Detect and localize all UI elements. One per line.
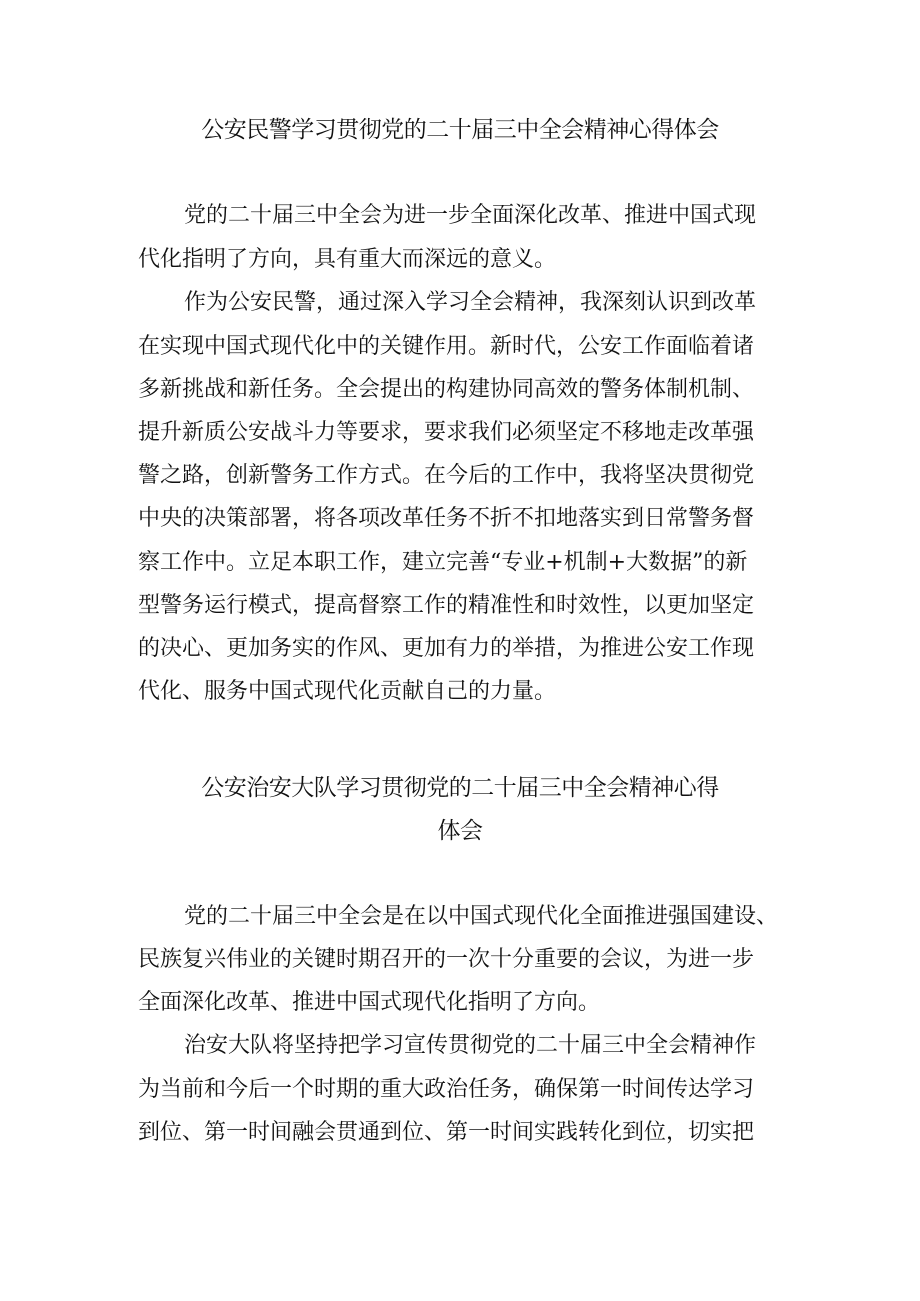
text-line: 中央的决策部署，将各项改革任务不折不扣地落实到日常警务督	[138, 506, 755, 531]
text-line: 提升新质公安战斗力等要求，要求我们必须坚定不移地走改革强	[138, 420, 755, 445]
text-line: 党的二十届三中全会是在以中国式现代化全面推进强国建设、	[184, 904, 779, 929]
text-line: 代化指明了方向，具有重大而深远的意义。	[138, 247, 557, 272]
text-line: 多新挑战和新任务。全会提出的构建协同高效的警务体制机制、	[138, 377, 755, 402]
text-line: 为当前和今后一个时期的重大政治任务，确保第一时间传达学习	[138, 1077, 755, 1102]
text-line: 的决心、更加务实的作风、更加有力的举措，为推进公安工作现	[138, 636, 755, 661]
text-line: 代化、服务中国式现代化贡献自己的力量。	[138, 679, 557, 704]
text-line: 到位、第一时间融会贯通到位、第一时间实践转化到位，切实把	[138, 1120, 755, 1145]
text-line: 警之路，创新警务工作方式。在今后的工作中，我将坚决贯彻党	[138, 463, 755, 488]
text-line: 民族复兴伟业的关键时期召开的一次十分重要的会议，为进一步	[138, 947, 755, 972]
section1-title: 公安民警学习贯彻党的二十届三中全会精神心得体会	[201, 117, 719, 143]
text-line: 型警务运行模式，提高督察工作的精准性和时效性，以更加坚定	[138, 593, 755, 618]
text-line: 在实现中国式现代化中的关键作用。新时代，公安工作面临着诸	[138, 334, 755, 359]
section2-title-line-1: 公安治安大队学习贯彻党的二十届三中全会精神心得	[201, 775, 719, 801]
text-line: 作为公安民警，通过深入学习全会精神，我深刻认识到改革	[184, 290, 757, 315]
text-line: 全面深化改革、推进中国式现代化指明了方向。	[138, 990, 601, 1015]
text-line: 治安大队将坚持把学习宣传贯彻党的二十届三中全会精神作	[184, 1033, 757, 1058]
text-line: 察工作中。立足本职工作，建立完善“专业+机制+大数据”的新	[138, 550, 748, 575]
section2-title-line-2: 体会	[437, 818, 483, 844]
text-line: 党的二十届三中全会为进一步全面深化改革、推进中国式现	[184, 203, 757, 228]
